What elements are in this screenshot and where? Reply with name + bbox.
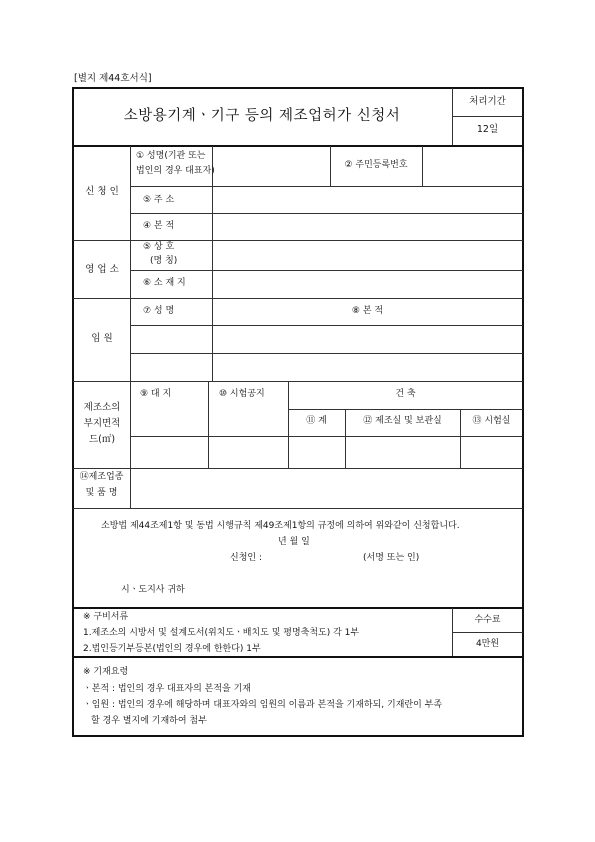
applicant-name-label-1: ① 성명(기관 또는: [136, 151, 206, 161]
documents-item-2: 2.법인등기부등본(법인의 경우에 한한다) 1부: [83, 644, 261, 654]
notes-item-1: ㆍ본적 : 법인의 경우 대표자의 본적을 기재: [83, 684, 251, 694]
office-trade-label-1: ⑤ 상 호: [143, 242, 175, 252]
applicant-name-label-2: 법인의 경우 대표자): [136, 166, 215, 176]
officers-section-label: 임 원: [91, 333, 113, 344]
product-label-2: 및 품 명: [85, 488, 118, 498]
office-location-label: ⑥ 소 재 지: [143, 278, 186, 288]
officers-origin-label: ⑧ 본 적: [351, 306, 384, 316]
form-label: [별지 제44호서식]: [74, 73, 152, 84]
notes-item-2: ㆍ임원 : 법인의 경우에 해당하며 대표자와의 임원의 이름과 본적을 기재하되, 기재란이 부족: [83, 700, 443, 710]
applicant-section-label: 신 청 인: [85, 186, 119, 197]
declaration-sign-label: (서명 또는 인): [363, 553, 420, 563]
processing-value: 12일: [476, 124, 499, 135]
site-total-label: ⑪ 계: [306, 416, 327, 426]
officers-name-label: ⑦ 성 명: [143, 306, 175, 316]
applicant-rrn-label: ② 주민등록번호: [344, 160, 408, 170]
site-test-room-label: ⑬ 시험실: [472, 416, 511, 426]
site-section-label-1: 제조소의: [83, 402, 121, 413]
site-section-label-3: 드(㎡): [88, 434, 116, 445]
declaration-date: 년 월 일: [278, 537, 310, 547]
documents-header: ※ 구비서류: [83, 612, 129, 622]
applicant-address-label: ⑤ 주 소: [143, 195, 175, 205]
product-label-1: ⑭제조업종: [79, 472, 124, 482]
site-building-label: 건 축: [395, 389, 416, 399]
fee-label: 수수료: [474, 615, 501, 625]
fee-value: 4만원: [475, 639, 500, 649]
notes-item-3: 할 경우 별지에 기재하여 첨부: [91, 716, 207, 726]
site-section-label-2: 부지면적: [83, 418, 121, 429]
site-test-land-label: ⑩ 시험공지: [219, 389, 265, 399]
office-section-label: 영 업 소: [85, 264, 119, 275]
declaration-statement: 소방법 제44조제1항 및 동법 시행규칙 제49조제1항의 규정에 의하여 위와같이 신청합니다.: [101, 521, 460, 531]
form-title: 소방용기계ㆍ기구 등의 제조업허가 신청서: [123, 108, 401, 124]
office-trade-label-2: (명 칭): [150, 256, 178, 266]
site-land-label: ⑨ 대 지: [140, 389, 172, 399]
site-factory-label: ⑫ 제조실 및 보관실: [363, 416, 442, 426]
declaration-addressee: 시ㆍ도지사 귀하: [121, 585, 185, 595]
applicant-origin-label: ④ 본 적: [143, 221, 175, 231]
documents-item-1: 1.제조소의 시방서 및 설계도서(위치도ㆍ배치도 및 평명축척도) 각 1부: [83, 628, 360, 638]
notes-header: ※ 기재요령: [83, 667, 129, 677]
processing-label: 처리기간: [469, 96, 506, 107]
declaration-applicant-label: 신청인 :: [230, 553, 262, 563]
